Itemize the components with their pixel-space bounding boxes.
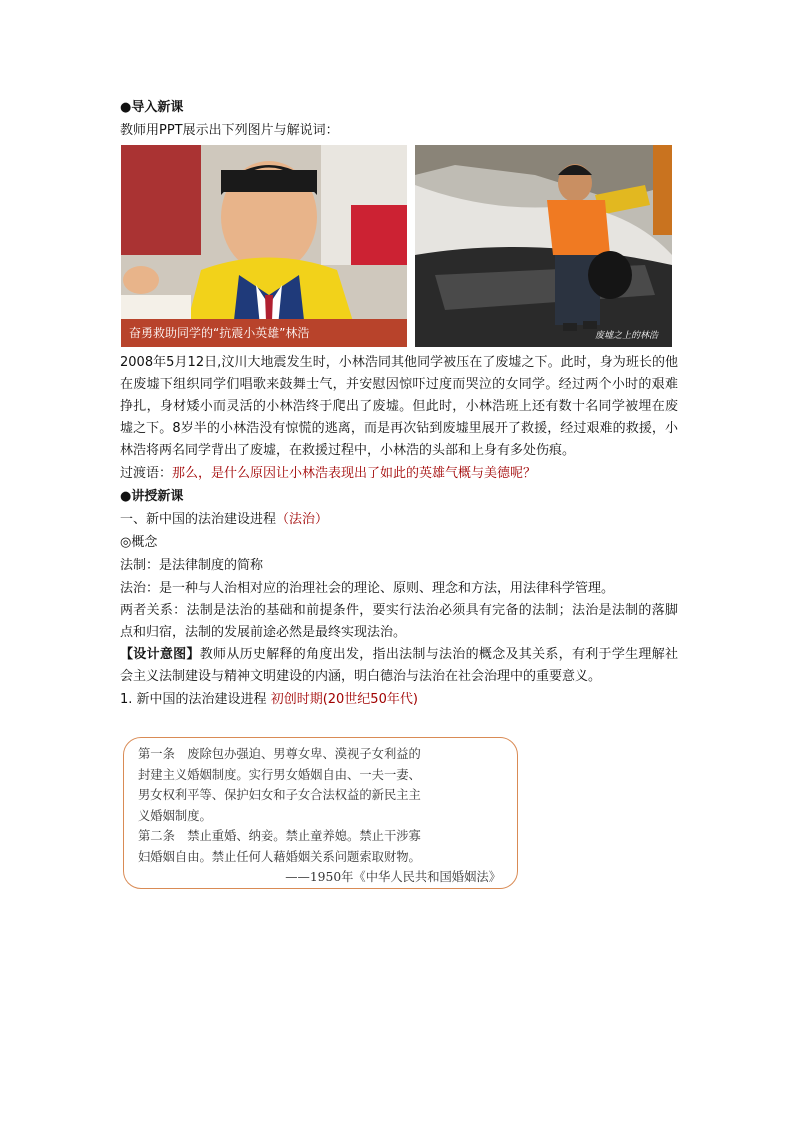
design-intent-paragraph [120, 644, 678, 688]
intro-lead: 教师用PPT展示出下列图片与解说词： [120, 123, 339, 138]
quote-line-5: 第二条 禁止重婚、纳妾。禁止童养媳。禁止干涉寡 [138, 829, 421, 843]
transition-text: 那么，是什么原因让小林浩表现出了如此的英雄气概与美德呢？ [172, 466, 537, 481]
quote-line-6: 妇婚姻自由。禁止任何人藉婚姻关系问题索取财物。 [138, 849, 421, 864]
quote-line-4: 义婚姻制度。 [138, 808, 212, 823]
marriage-law-quote [123, 737, 518, 889]
lecture-heading: ●讲授新课 [120, 489, 184, 504]
photo-lin-hao-ruins [415, 145, 672, 347]
quote-line-1: 第一条 废除包办强迫、男尊女卑、漠视子女利益的 [138, 747, 421, 761]
document-page [120, 96, 680, 711]
fazhi-system-definition: 法制：是法律制度的简称 [120, 558, 264, 573]
photo-lin-hao-classroom-art [121, 145, 407, 347]
photo-row [120, 145, 680, 349]
design-intent-text: 教师从历史解释的角度出发，指出法制与法治的概念及其关系，有利于学生理解社会主义法制建设与精神文明建设的内涵，明白德治与法治在社会治理中的重要意义。 [120, 647, 678, 684]
photo-lin-hao-ruins-art [415, 145, 672, 347]
transition-label: 过渡语： [120, 466, 173, 481]
section-title-text: 一、新中国的法治建设进程 [120, 512, 277, 527]
photo-right-caption: 废墟之上的林浩 [594, 331, 658, 341]
design-intent-label: 【设计意图】 [120, 647, 200, 662]
section-title [120, 508, 680, 531]
story-paragraph: 2008年5月12日,汶川大地震发生时，小林浩同其他同学被压在了废墟之下。此时，身为班长的他在废墟下组织同学们唱歌来鼓舞士气，并安慰因惊吓过度而哭泣的女同学。经过两个小时的艰难挣扎，身材矮小而灵活的小林浩终于爬出了废墟。但此时，小林浩班上还有数十名同学被埋在废墟之下。8岁半的小林浩没有惊慌的逃离，而是再次钻到废墟里展开了救援，经过艰难的救援，小林浩将两名同学背出了废墟，在救援过程中，小林浩的头部和上身有多处伤痕。 [120, 355, 678, 458]
relation-paragraph: 两者关系：法制是法治的基础和前提条件，要实行法治必须具有完备的法制；法治是法制的落脚点和归宿，法制的发展前途必然是最终实现法治。 [120, 603, 678, 640]
progress-heading-text: 1. 新中国的法治建设进程 [120, 692, 267, 707]
quote-line-2: 封建主义婚姻制度。实行男女婚姻自由、一夫一妻、 [138, 767, 421, 782]
photo-lin-hao-classroom [121, 145, 407, 347]
quote-line-3: 男女权利平等、保护妇女和子女合法权益的新民主主 [138, 788, 421, 802]
progress-heading [120, 688, 680, 711]
section-note: （法治） [276, 512, 329, 527]
progress-period: 初创时期(20世纪50年代) [270, 692, 418, 707]
concept-heading: ◎概念 [120, 535, 158, 550]
transition-line [120, 462, 680, 485]
quote-source: ——1950年《中华人民共和国婚姻法》 [285, 870, 501, 884]
fazhi-rule-definition: 法治：是一种与人治相对应的治理社会的理论、原则、理念和方法，用法律科学管理。 [120, 581, 615, 596]
intro-heading: ●导入新课 [120, 100, 184, 115]
photo-left-caption: 奋勇救助同学的“抗震小英雄”林浩 [121, 319, 407, 347]
